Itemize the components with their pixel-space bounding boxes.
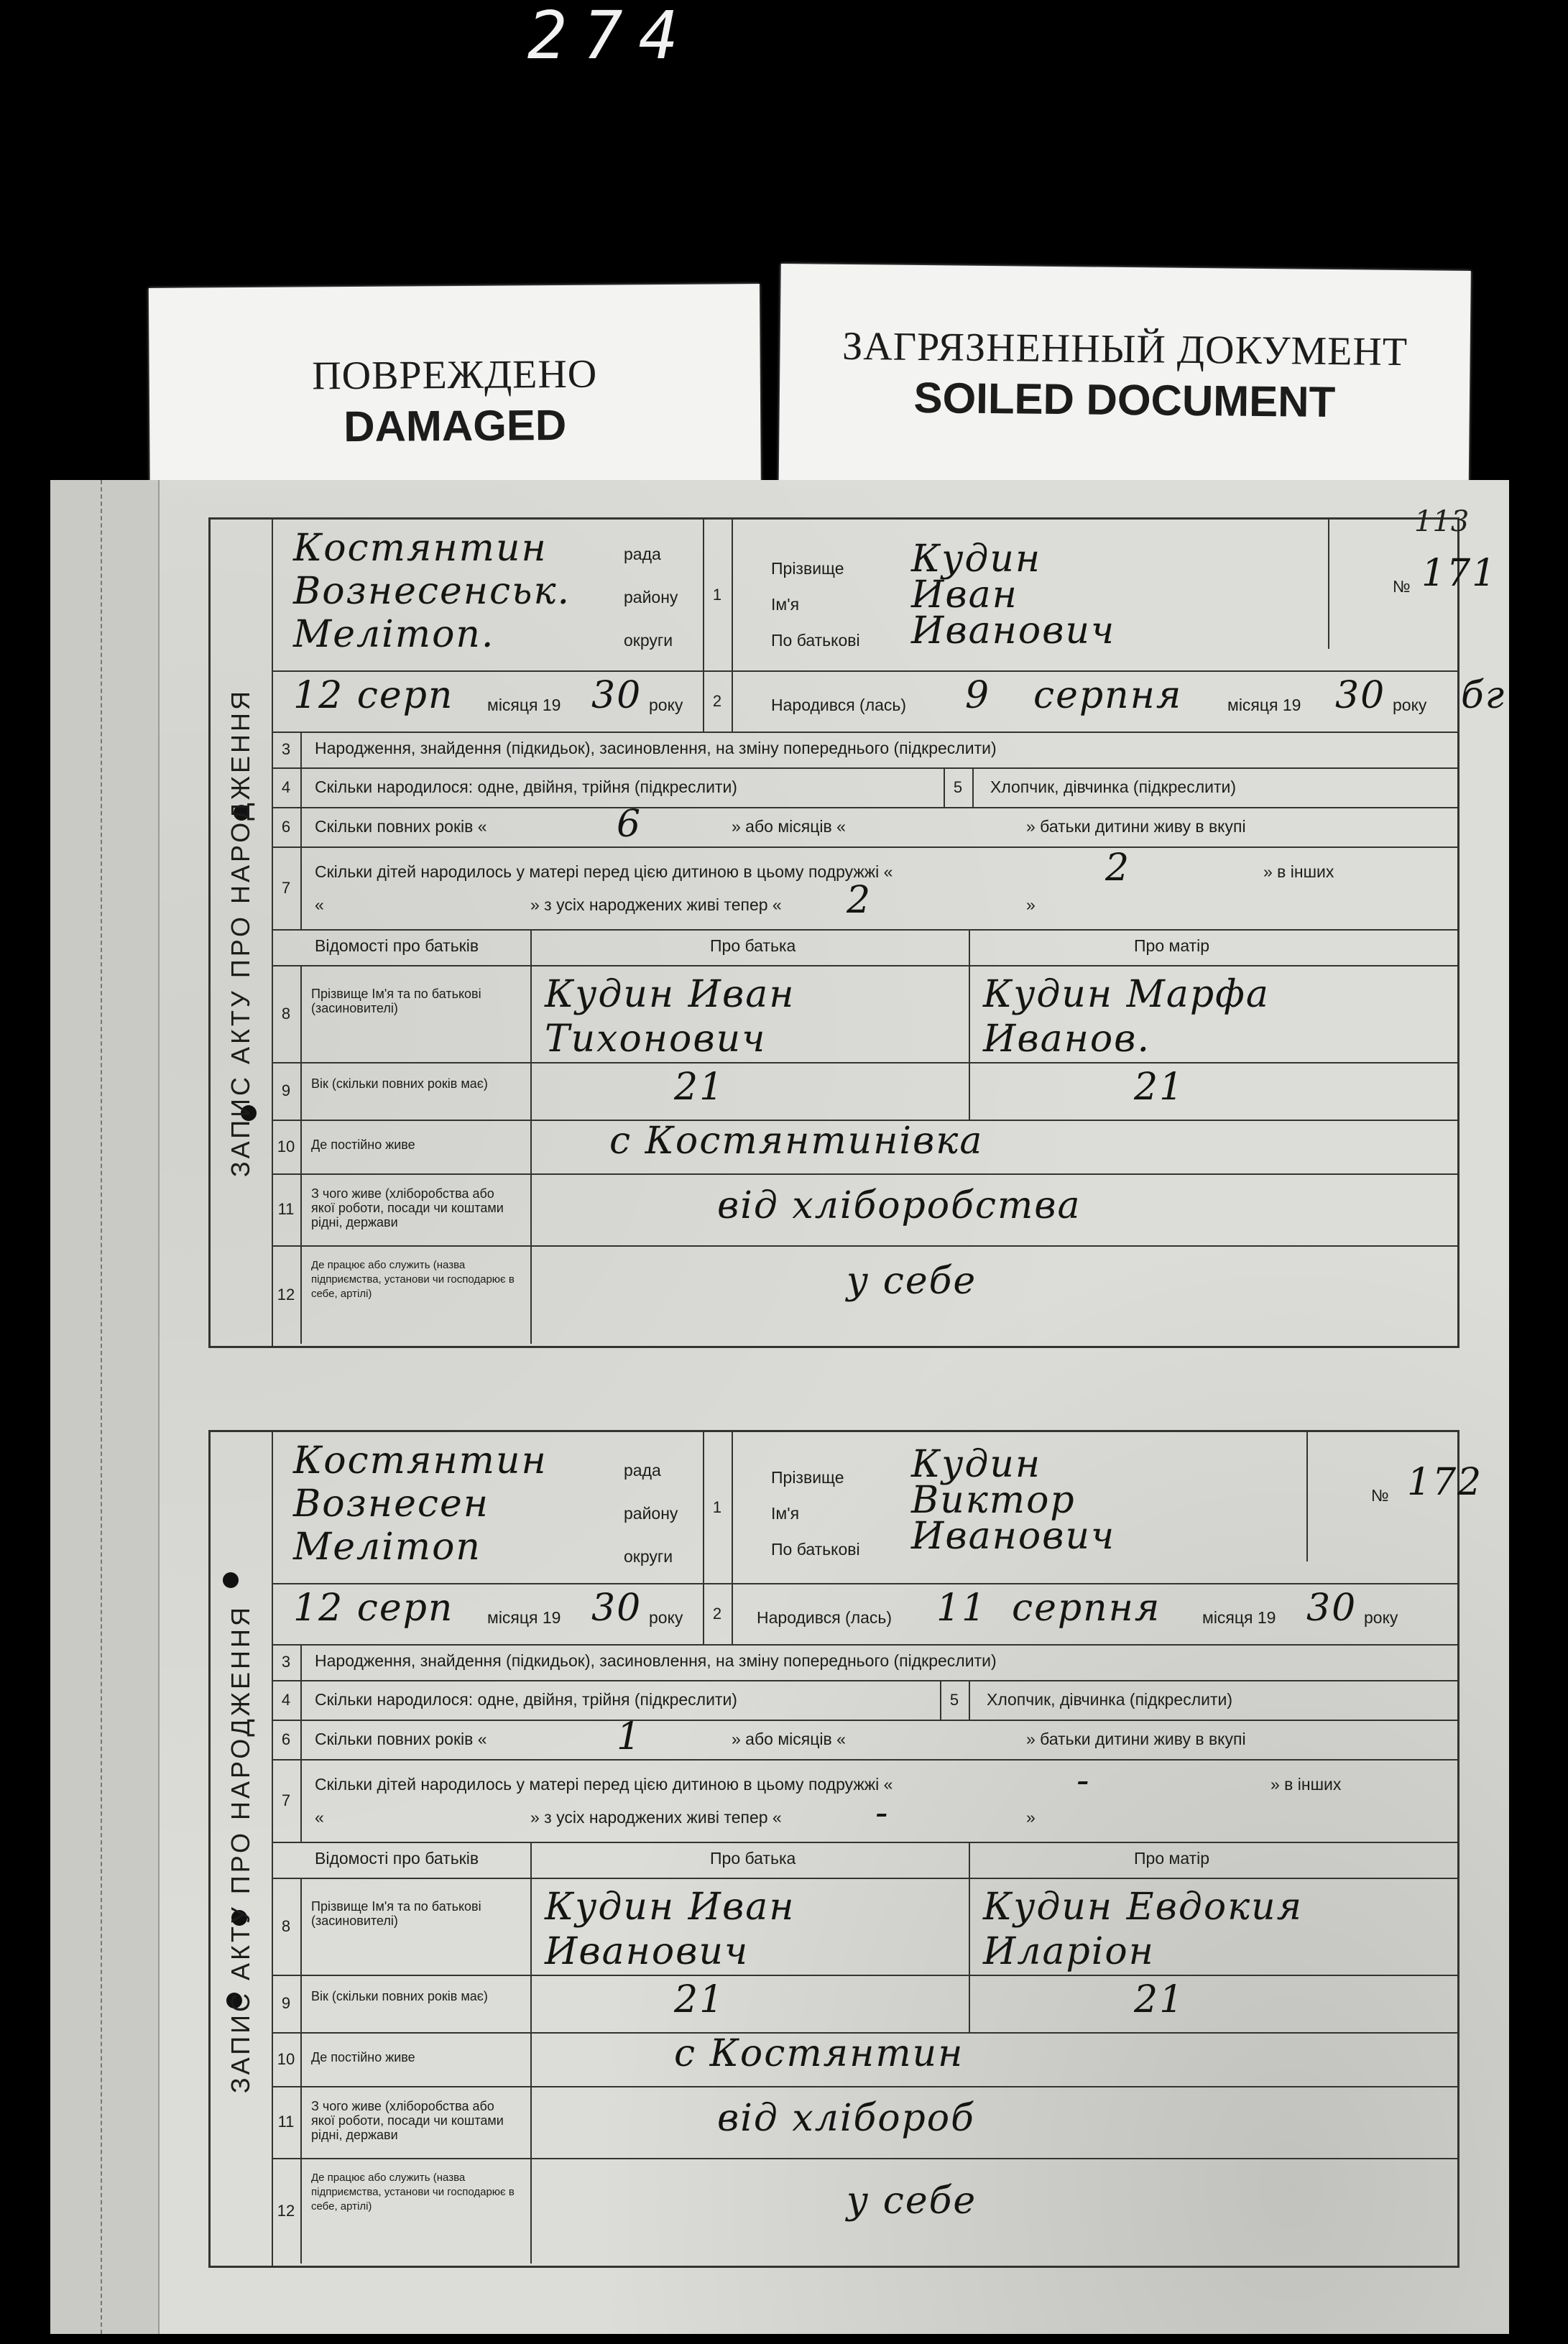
row-9	[272, 1062, 1457, 1121]
residence-label: Де постійно живе	[311, 2050, 415, 2064]
surname-label: Прізвище	[771, 559, 844, 578]
divider	[969, 1062, 970, 1120]
born-year-value: 30	[1306, 1587, 1357, 1630]
sex-text: Хлопчик, дівчинка (підкреслити)	[987, 1690, 1233, 1709]
divider	[530, 1120, 532, 1173]
mother-age-value: 21	[1134, 1066, 1185, 1109]
row-number: 7	[272, 1759, 302, 1842]
record-header	[272, 505, 1498, 672]
other-open-quote: «	[315, 895, 324, 914]
row-6	[272, 803, 1457, 848]
row-11	[272, 2086, 1457, 2159]
row-number: 1	[703, 520, 733, 670]
record-side-title: ЗАПИС АКТУ ПРО НАРОДЖЕННЯ	[211, 520, 273, 1346]
divider	[530, 1245, 532, 1344]
row-number: 8	[272, 965, 302, 1062]
row-10	[272, 1120, 1457, 1175]
raion-value: Вознесен	[293, 1482, 490, 1526]
row-11	[272, 1173, 1457, 1247]
corner-mark: 113	[1414, 505, 1470, 538]
divider	[530, 2086, 532, 2158]
record-number: 171	[1421, 552, 1498, 595]
okrug-value: Мелітоп	[293, 1526, 481, 1569]
surname-value: Кудин	[911, 537, 1042, 581]
name-label: Ім'я	[771, 595, 800, 614]
living-close-quote: »	[1026, 1808, 1036, 1827]
years-together-value: 6	[617, 803, 642, 846]
multiplicity-text: Скільки народилося: одне, двійня, трійня (підкреслити)	[315, 778, 737, 796]
born-label: Народився (лась)	[757, 1608, 893, 1627]
row-9	[272, 1975, 1457, 2034]
name-label: Ім'я	[771, 1504, 800, 1523]
years-together-label: Скільки повних років «	[315, 817, 487, 836]
okrug-value: Мелітоп.	[293, 613, 495, 656]
soiled-label-ru: ЗАГРЯЗНЕННЫЙ ДОКУМЕНТ	[841, 323, 1408, 375]
row-7	[272, 1759, 1457, 1843]
mother-name-value: Кудин Марфа Иванов.	[983, 973, 1270, 1061]
name-value: Виктор	[911, 1479, 1076, 1522]
divider	[732, 1432, 733, 1583]
row-number: 5	[940, 1680, 970, 1720]
names-label: Прізвище Ім'я та по батькові (засиновителі)	[311, 1899, 481, 1928]
row-number: 6	[272, 807, 302, 846]
patronymic-value: Иванович	[911, 1515, 1116, 1558]
row-number: 12	[272, 1245, 302, 1344]
row-3	[272, 732, 1457, 769]
divider	[1328, 520, 1329, 649]
born-day-value: 11	[936, 1587, 987, 1630]
occupation-value: від хліборобства	[717, 1184, 1082, 1227]
raion-value: Вознесенськ.	[293, 570, 571, 613]
age-label: Вік (скільки повних років має)	[311, 1989, 488, 2003]
row-number: 3	[272, 1644, 302, 1680]
year-label: року	[1364, 1608, 1398, 1627]
parents-header	[272, 929, 1457, 966]
row-number: 2	[703, 670, 733, 732]
patronymic-label: По батькові	[771, 631, 860, 650]
divider	[732, 1583, 733, 1644]
divider	[530, 1975, 532, 2032]
registration-date-value: 12 серп	[293, 1587, 454, 1630]
month-label: місяця 19	[487, 696, 561, 714]
row-6	[272, 1715, 1457, 1761]
archive-page-number: 274	[527, 0, 695, 74]
row-10	[272, 2032, 1457, 2087]
about-father-label: Про батька	[710, 1849, 796, 1868]
row-number: 7	[272, 846, 302, 929]
row-number: 3	[272, 732, 302, 767]
registration-year-value: 30	[591, 674, 642, 717]
raion-label: району	[624, 588, 678, 606]
row-7	[272, 846, 1457, 931]
record-side-title: ЗАПИС АКТУ ПРО НАРОДЖЕННЯ	[211, 1432, 273, 2266]
binding-strip	[50, 480, 160, 2334]
residence-value: с Костянтинівка	[609, 1120, 984, 1163]
birth-type-text: Народження, знайдення (підкидьок), засиновлення, на зміну попереднього (підкреслити)	[315, 1651, 997, 1670]
rada-value: Костянтин	[293, 1439, 548, 1482]
record-number-label: №	[1371, 1486, 1389, 1505]
okrug-label: округи	[624, 1547, 673, 1566]
row-number: 4	[272, 1680, 302, 1720]
living-together-label: » батьки дитини живу в вкупі	[1026, 817, 1246, 836]
row-12	[272, 2158, 1457, 2264]
year-label: року	[649, 696, 683, 714]
soiled-label-en: SOILED DOCUMENT	[913, 373, 1336, 427]
years-together-value: 1	[617, 1715, 642, 1758]
divider	[969, 1975, 970, 2032]
row-3	[272, 1644, 1457, 1681]
parents-header	[272, 1842, 1457, 1879]
born-label: Народився (лась)	[771, 696, 907, 714]
names-label: Прізвище Ім'я та по батькові (засиновителі)	[311, 987, 481, 1015]
surname-value: Кудин	[911, 1443, 1042, 1486]
months-label: » або місяців «	[732, 1730, 846, 1748]
record-number-label: №	[1393, 577, 1411, 596]
divider	[530, 1173, 532, 1245]
raion-label: району	[624, 1504, 678, 1523]
prev-children-value: 2	[1105, 846, 1131, 890]
month-label: місяця 19	[487, 1608, 561, 1627]
workplace-value: у себе	[847, 1260, 977, 1303]
registration-date-value: 12 серп	[293, 674, 454, 717]
years-together-label: Скільки повних років «	[315, 1730, 487, 1748]
in-other-label: » в інших	[1270, 1775, 1342, 1794]
living-now-value: -	[875, 1791, 890, 1835]
mother-name-value: Кудин Евдокия Иларіон	[983, 1886, 1304, 1973]
record-dates	[272, 1583, 1457, 1646]
divider	[1306, 1432, 1308, 1561]
month-label: місяця 19	[1202, 1608, 1276, 1627]
divider	[530, 1842, 532, 1878]
prev-children-value: -	[1076, 1759, 1091, 1802]
damaged-label-ru: ПОВРЕЖДЕНО	[311, 351, 598, 399]
divider	[732, 670, 733, 732]
divider	[530, 965, 532, 1062]
occupation-value: від хлібороб	[717, 2097, 975, 2140]
row-number: 8	[272, 1878, 302, 1975]
residence-value: с Костянтин	[674, 2032, 964, 2075]
row-8	[272, 1878, 1457, 1976]
year-label: року	[1393, 696, 1427, 714]
row-4	[272, 1680, 1457, 1721]
patronymic-value: Иванович	[911, 609, 1116, 652]
father-age-value: 21	[674, 1066, 725, 1109]
divider	[969, 1680, 970, 1720]
birth-record-172	[208, 1430, 1483, 2268]
name-value: Иван	[911, 573, 1018, 617]
age-label: Вік (скільки повних років має)	[311, 1076, 488, 1091]
record-number: 172	[1407, 1461, 1483, 1504]
divider	[530, 1878, 532, 1975]
divider	[530, 2158, 532, 2264]
about-mother-label: Про матір	[1134, 936, 1210, 955]
prev-children-label: Скільки дітей народилось у матері перед цією дитиною в цьому подружжі «	[315, 862, 893, 881]
row-number: 11	[272, 1173, 302, 1245]
born-year-value: 30	[1335, 674, 1386, 717]
divider	[969, 1842, 970, 1878]
born-day-value: 9	[965, 674, 991, 717]
damaged-label-en: DAMAGED	[343, 400, 567, 451]
mother-age-value: 21	[1134, 1978, 1185, 2021]
row-number: 9	[272, 1062, 302, 1120]
row-4	[272, 767, 1457, 808]
residence-label: Де постійно живе	[311, 1138, 415, 1152]
multiplicity-text: Скільки народилося: одне, двійня, трійня (підкреслити)	[315, 1690, 737, 1709]
year-label: року	[649, 1608, 683, 1627]
divider	[732, 520, 733, 670]
prev-children-label: Скільки дітей народилось у матері перед цією дитиною в цьому подружжі «	[315, 1775, 893, 1794]
row-number: 5	[944, 767, 974, 807]
record-dates	[272, 670, 1506, 733]
father-age-value: 21	[674, 1978, 725, 2021]
margin-mark: бг	[1461, 674, 1506, 717]
row-number: 12	[272, 2158, 302, 2264]
workplace-label: Де працює або служить (назва підприємства, установи чи господарює в себе, артілі)	[311, 1259, 515, 1300]
row-number: 11	[272, 2086, 302, 2158]
living-now-label: » з усіх народжених живі тепер «	[530, 895, 782, 914]
parents-info-label: Відомості про батьків	[315, 1849, 479, 1868]
father-name-value: Кудин Иван Иванович	[545, 1886, 795, 1973]
months-label: » або місяців «	[732, 817, 846, 836]
birth-record-171	[208, 505, 1506, 1348]
row-12	[272, 1245, 1457, 1344]
row-number: 1	[703, 1432, 733, 1583]
row-number: 2	[703, 1583, 733, 1644]
born-month-value: серпня	[1012, 1587, 1161, 1630]
divider	[530, 929, 532, 965]
occupation-label: З чого живе (хліборобства або якої роботи, посади чи коштами рідні, держави	[311, 2099, 504, 2142]
rada-label: рада	[624, 545, 661, 563]
surname-label: Прізвище	[771, 1468, 844, 1487]
in-other-label: » в інших	[1263, 862, 1334, 881]
birth-type-text: Народження, знайдення (підкидьок), засиновлення, на зміну попереднього (підкреслити)	[315, 739, 997, 757]
about-mother-label: Про матір	[1134, 1849, 1210, 1868]
month-label: місяця 19	[1227, 696, 1301, 714]
divider	[969, 929, 970, 965]
row-number: 4	[272, 767, 302, 807]
okrug-label: округи	[624, 631, 673, 650]
parents-info-label: Відомості про батьків	[315, 936, 479, 955]
living-close-quote: »	[1026, 895, 1036, 914]
sex-text: Хлопчик, дівчинка (підкреслити)	[990, 778, 1237, 796]
divider	[969, 965, 970, 1062]
row-number: 10	[272, 2032, 302, 2086]
living-together-label: » батьки дитини живу в вкупі	[1026, 1730, 1246, 1748]
living-now-value: 2	[847, 879, 872, 922]
other-open-quote: «	[315, 1808, 324, 1827]
patronymic-label: По батькові	[771, 1540, 860, 1559]
divider	[972, 767, 974, 807]
workplace-label: Де працює або служить (назва підприємства, установи чи господарює в себе, артілі)	[311, 2172, 515, 2213]
divider	[530, 2032, 532, 2086]
registration-year-value: 30	[591, 1587, 642, 1630]
rada-label: рада	[624, 1461, 661, 1480]
about-father-label: Про батька	[710, 936, 796, 955]
rada-value: Костянтин	[293, 527, 548, 570]
row-number: 6	[272, 1720, 302, 1759]
row-number: 10	[272, 1120, 302, 1173]
workplace-value: у себе	[847, 2179, 977, 2223]
row-number: 9	[272, 1975, 302, 2032]
living-now-label: » з усіх народжених живі тепер «	[530, 1808, 782, 1827]
born-month-value: серпня	[1033, 674, 1183, 717]
record-header	[272, 1432, 1483, 1584]
row-8	[272, 965, 1457, 1063]
divider	[530, 1062, 532, 1120]
father-name-value: Кудин Иван Тихонович	[545, 973, 795, 1061]
divider	[969, 1878, 970, 1975]
occupation-label: З чого живе (хліборобства або якої роботи, посади чи коштами рідні, держави	[311, 1186, 504, 1229]
